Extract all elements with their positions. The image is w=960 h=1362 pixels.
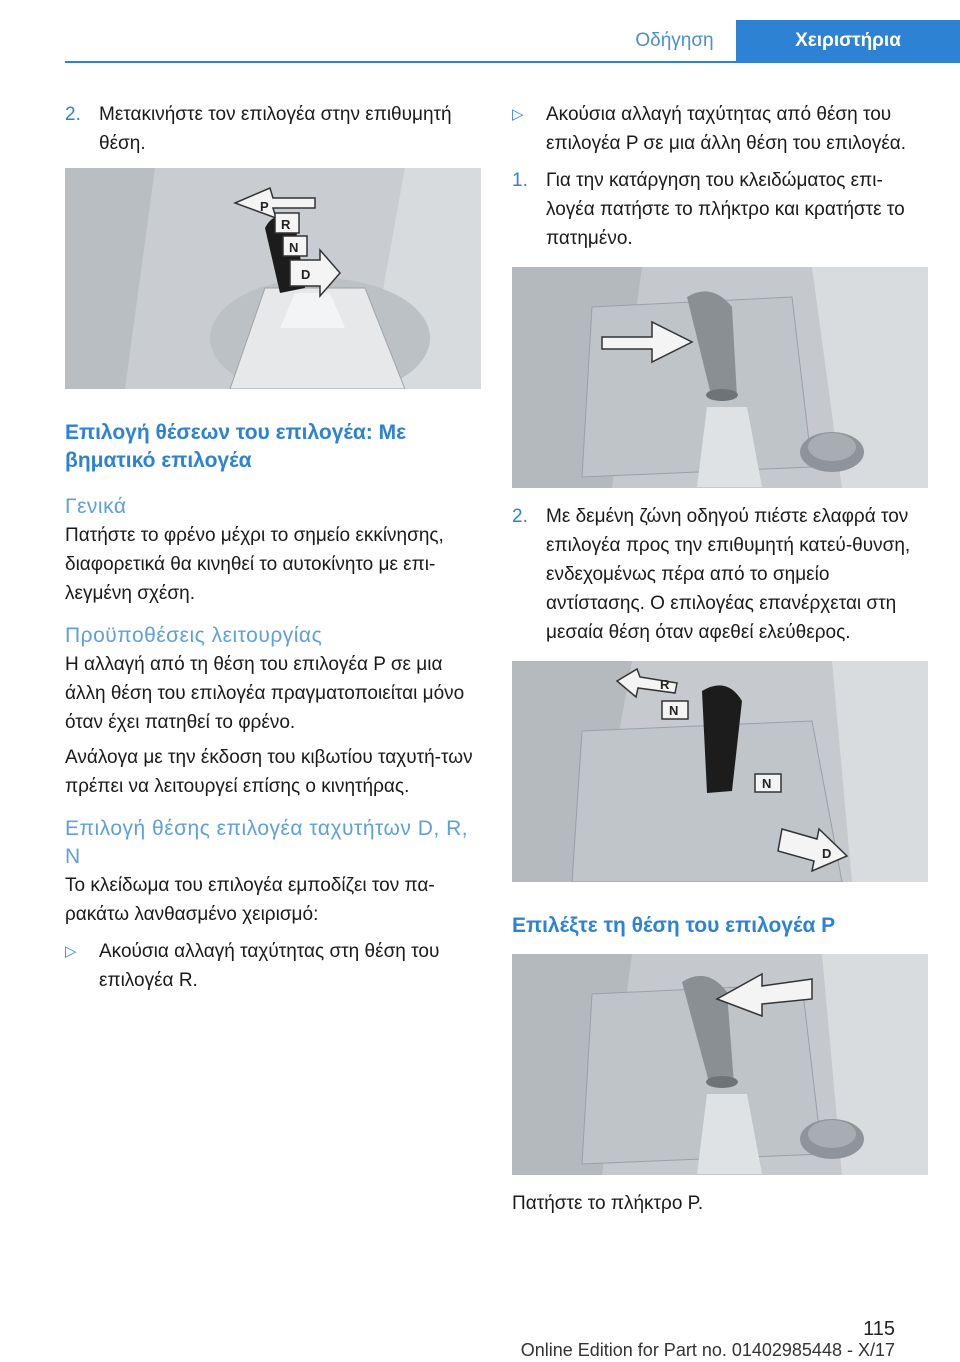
push-lever-illustration [512,661,928,882]
step-2-item [65,100,481,162]
unlock-illustration [512,267,928,488]
bullet-text: Ακούσια αλλαγή ταχύτητας από θέση του επιλογέα P σε μια άλλη θέση του επιλογέα. [546,104,907,154]
edition-footer: Online Edition for Part no. 01402985448 - X/17 [520,1340,895,1360]
bullet-item [512,100,928,158]
p-button-paragraph: Πατήστε το πλήκτρο P. [512,1193,704,1214]
step-2-item [512,502,928,647]
p-button-illustration [512,954,928,1175]
selector-illustration [65,168,481,389]
bullet-text: Ακούσια αλλαγή ταχύτητας στη θέση του επιλογέα R. [99,941,440,991]
step-text: Με δεμένη ζώνη οδηγού πιέστε ελαφρά τον επιλογέα προς την επιθυμητή κατεύ-θυνση, ενδεχομένως πέρα από το σημείο αντίστασης. Ο επιλογέας επανέρχεται στη μεσαία θέση όταν αφεθεί ελεύθερος. [546,506,911,643]
tab-driving[interactable]: Οδήγηση [613,20,736,62]
label-r: R [281,217,291,232]
triangle-bullet-icon: ▷ [65,943,77,960]
label-p: P [260,199,269,214]
label-r: R [660,677,670,692]
step-number: 2. [65,104,81,125]
step-number: 1. [512,170,528,191]
subheading-prerequisites: Προϋποθέσεις λειτουργίας [65,624,323,647]
section-heading: Επιλογή θέσεων του επιλογέα: Με βηματικό επιλογέα [65,421,407,472]
prerequisites-paragraph-1: Η αλλαγή από τη θέση του επιλογέα P σε μια άλλη θέση του επιλογέα πραγματοποιείται μόνο όταν έχει πατηθεί το φρένο. [65,654,465,733]
step-number: 2. [512,506,528,527]
tab-controls[interactable]: Χειριστήρια [736,20,960,62]
label-n: N [669,703,679,718]
figure-selector-lever [65,168,481,389]
subheading-general: Γενικά [65,495,127,518]
label-n: N [289,240,299,255]
header-rule [65,61,960,63]
label-d: D [822,846,832,861]
bullet-item [65,937,481,995]
figure-push-lever [512,661,928,882]
step-text: Μετακινήστε τον επιλογέα στην επιθυμητή θέση. [99,104,452,154]
figure-p-button [512,954,928,1175]
left-column [65,100,481,995]
step-text: Για την κατάργηση του κλειδώματος επι-λογέα πατήστε το πλήκτρο και κρατήστε το πατημένο. [546,170,905,249]
step-1-item [512,166,928,253]
triangle-bullet-icon: ▷ [512,106,524,123]
header-tabs [613,20,960,62]
heading-select-p: Επιλέξτε τη θέση του επιλογέα P [512,914,836,937]
page-number: 115 [863,1318,895,1340]
label-d: D [301,267,311,282]
subheading-select-position: Επιλογή θέσης επιλογέα ταχυτήτων D, R, N [65,817,469,868]
general-paragraph: Πατήστε το φρένο μέχρι το σημείο εκκίνησης, διαφορετικά θα κινηθεί το αυτοκίνητο με επι-λεγμένη σχέση. [65,525,444,604]
right-column [512,100,928,1218]
label-n: N [762,776,772,791]
select-paragraph: Το κλείδωμα του επιλογέα εμποδίζει τον πα-ρακάτω λανθασμένο χειρισμό: [65,875,435,925]
figure-unlock-button [512,267,928,488]
prerequisites-paragraph-2: Ανάλογα με την έκδοση του κιβωτίου ταχυτή-των πρέπει να λειτουργεί επίσης ο κινητήρας. [65,747,473,797]
